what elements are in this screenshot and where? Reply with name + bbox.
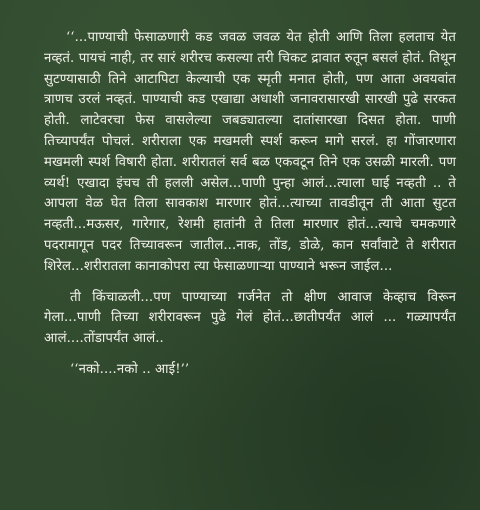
story-paragraph-3: ‘‘नको....नको .. आई!’’ — [70, 361, 190, 377]
story-paragraph-1: ‘‘...पाण्याची फेसाळणारी कड जवळ जवळ येत होती आणि तिला हलताच येत नव्हतं. पायचं नाही, तर सारं शरीरच कसल्या तरी चिकट द्रावात रुतून बसलं होतं. तिथून सुटण्यासाठी तिने आटापिटा केल्याची एक स्मृती मनात होती, पण आता अवयवांत त्राणच उरलं नव्हतं. पाण्याची कड एखाद्या अधाशी जनावरासारखी सारखी पुढे सरकत होती. लाटेवरचा फेस वासलेल्या जबड्यातल्या दातांसारखा दिसत होता. पाणी तिच्यापर्यंत पोचलं. शरीराला एक मखमली स्पर्श करून मागे सरलं. हा गोंजारणारा मखमली स्पर्श विषारी होता. शरीरातलं सर्व बळ एकवटून तिने एक उसळी मारली. पण व्यर्थ! एखादा इंचच ती हलली असेल...पाणी पुन्हा आलं...त्याला घाई नव्हती .. ते आपला वेळ घेत तिला सावकाश मारणार होतं...त्याच्या तावडीतून ती आता सुटत नव्हती...मऊसर, गारेगार, रेशमी हातांनी ते तिला मारणार होतं...त्याचे चमकणारे पदरामागून पदर तिच्यावरून जातील...नाक, तोंड, डोळे, कान सर्वांवाटे ते शरीरात शिरेल...शरीरातला कानाकोपरा त्या फेसाळणाऱ्या पाण्याने भरून जाईल... — [44, 30, 456, 274]
story-paragraph-2: ती किंचाळली...पण पाण्याच्या गर्जनेत तो क्षीण आवाज केव्हाच विरून गेला...पाणी तिच्या शरीरावरून पुढे गेलं होतं...छातीपर्यंत आलं ... गळ्यापर्यंत आलं....तोंडापर्यंत आलं.. — [44, 289, 456, 347]
